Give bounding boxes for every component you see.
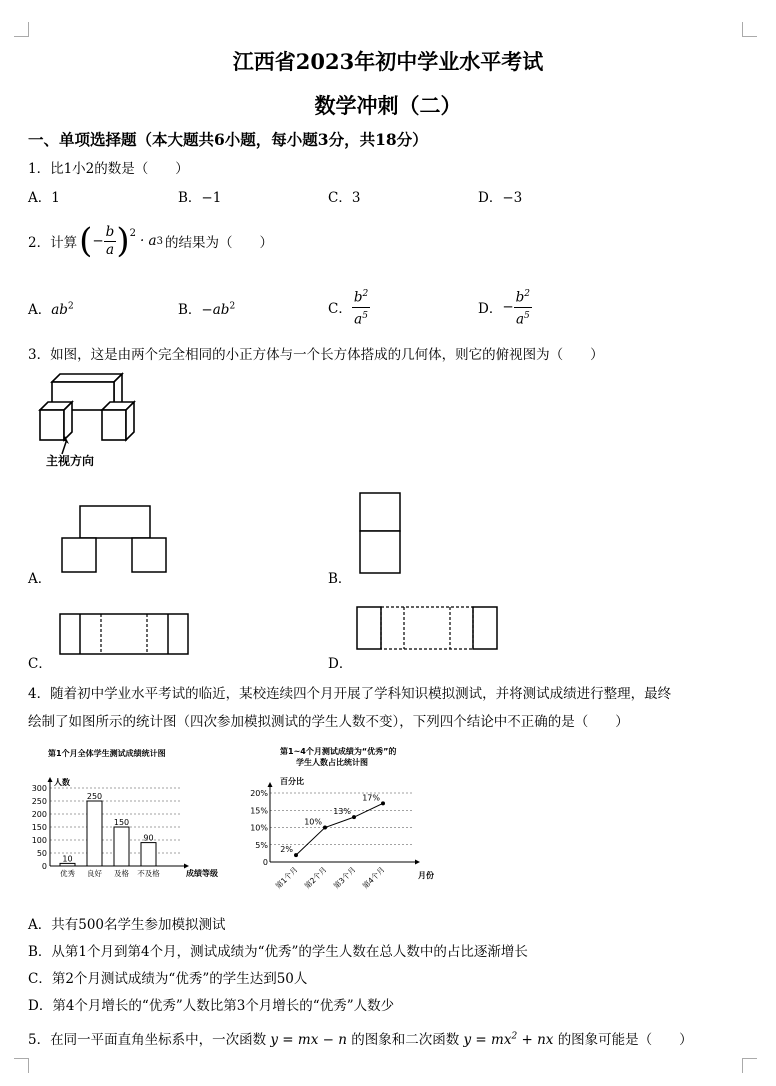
- q2-exponent: 2: [129, 227, 136, 239]
- cuboid-top-face: [52, 374, 122, 382]
- q2-fraction-numerator: b: [105, 223, 115, 240]
- line-category-label: 第1个月: [273, 865, 300, 891]
- q4-option-d: D．第4个月增长的“优秀”人数比第3个月增长的“优秀”人数少: [28, 998, 395, 1014]
- page-title: 江西省2023年初中学业水平考试: [232, 49, 544, 74]
- q3-option-a-label: A．: [28, 571, 52, 587]
- q2-multiplier-exponent: 3: [156, 235, 163, 247]
- q2-option-a-exp: 2: [67, 301, 74, 312]
- bar-chart-ylabel: 人数: [54, 778, 70, 787]
- line-category-label: 第2个月: [302, 865, 329, 891]
- bar-y-tick-label: 250: [31, 797, 47, 806]
- bar-value-label: 90: [143, 833, 154, 843]
- c-num-base: b: [353, 289, 363, 306]
- c-den-exp: 5: [362, 310, 368, 321]
- b-bottom-rect: [360, 531, 400, 573]
- a-left-square: [62, 538, 96, 572]
- q2-stem-suffix: 的结果为（ ）: [164, 235, 273, 251]
- bar-y-tick-label: 0: [41, 862, 47, 871]
- page-subtitle: 数学冲刺（二）: [314, 93, 462, 118]
- corner-mark-top-left: [14, 22, 29, 37]
- d-middle-dashed-rect: [381, 607, 473, 649]
- q5-stem-prefix: 5．在同一平面直角坐标系中，一次函数: [28, 1032, 267, 1048]
- q2-option-c: [328, 286, 370, 328]
- bar-category-label: 优秀: [60, 869, 75, 878]
- bar-value-label: 150: [113, 818, 130, 827]
- bar-chart-xlabel: 成绩等级: [186, 869, 218, 878]
- line-chart-title-line-2: 学生人数占比统计图: [296, 758, 368, 767]
- q2-fraction-denominator: a: [105, 241, 115, 258]
- bar-category-label: 良好: [87, 869, 102, 878]
- corner-mark-bottom-right: [742, 1058, 757, 1073]
- q2-option-d-label: D．: [478, 301, 503, 317]
- q2-fraction: [104, 224, 117, 259]
- q2-option-b-expr: −ab: [201, 302, 230, 318]
- bar-2: [87, 801, 102, 866]
- bar-chart-title: 第1个月全体学生测试成绩统计图: [48, 749, 166, 758]
- q2-expression: [79, 221, 163, 261]
- q3-view-direction-label: 主视方向: [46, 454, 95, 468]
- q2-option-d-fraction: [514, 286, 532, 328]
- q5-quad-exponent: 2: [511, 1031, 518, 1042]
- bar-y-tick-label: 50: [36, 849, 47, 858]
- section-heading: 一、单项选择题（本大题共6小题，每小题3分，共18分）: [28, 130, 428, 149]
- q2-option-c-label: C．: [328, 301, 352, 317]
- q2-option-b: [178, 298, 235, 318]
- d-right-square: [473, 607, 497, 649]
- question-2-stem: [28, 216, 273, 266]
- d-num-exp: 2: [524, 289, 531, 299]
- line-point-label: 2%: [280, 845, 293, 855]
- q3-option-c-figure: [58, 610, 192, 658]
- q3-option-b-label: B．: [328, 571, 352, 587]
- q3-option-d-label: D．: [328, 656, 353, 672]
- d-num-base: b: [515, 289, 525, 306]
- left-cube-front: [40, 410, 64, 440]
- bar-value-label: 10: [62, 854, 73, 864]
- line-y-tick-label: 15%: [250, 806, 268, 816]
- q4-option-c: C．第2个月测试成绩为“优秀”的学生达到50人: [28, 971, 308, 987]
- q1-option-b: B．−1: [178, 190, 222, 206]
- line-point-label: 10%: [304, 817, 322, 827]
- b-top-rect: [360, 493, 400, 531]
- bar-4: [141, 843, 156, 866]
- bar-y-tick-label: 200: [31, 810, 47, 819]
- bar-y-tick-label: 150: [31, 823, 47, 832]
- line-point-label: 17%: [362, 793, 380, 803]
- q1-option-d: D．−3: [478, 190, 523, 206]
- question-4-stem-line-1: 4．随着初中学业水平考试的临近，某校连续四个月开展了学科知识模拟测试，并将测试成绩进行整理，最终: [28, 686, 672, 702]
- corner-mark-bottom-left: [14, 1058, 29, 1073]
- bar-1: [60, 863, 75, 866]
- bar-x-axis-arrow: [184, 864, 189, 869]
- q3-option-d-figure: [355, 603, 501, 653]
- line-point-label: 13%: [333, 807, 351, 817]
- q2-option-c-numerator: [352, 286, 370, 308]
- question-4-stem-line-2: 绘制了如图所示的统计图（四次参加模拟测试的学生人数不变），下列四个结论中不正确的是（ ）: [28, 714, 629, 730]
- q3-option-c-label: C．: [28, 656, 52, 672]
- line-y-tick-label: 10%: [250, 823, 268, 833]
- c-num-exp: 2: [362, 289, 369, 299]
- line-chart: [248, 742, 448, 904]
- q5-quad-part-b: + nx: [517, 1032, 554, 1048]
- q1-option-a: A．1: [28, 190, 60, 206]
- q1-option-c: C．3: [328, 190, 361, 206]
- q2-right-paren: ): [116, 221, 130, 261]
- corner-mark-top-right: [742, 22, 757, 37]
- q5-stem-suffix: 的图象可能是（ ）: [557, 1032, 693, 1048]
- q3-option-b-figure: [358, 491, 404, 575]
- q5-quad-part-a: y = mx: [463, 1032, 512, 1048]
- line-y-tick-label: 20%: [250, 789, 268, 798]
- line-y-tick-label: 5%: [255, 840, 268, 850]
- q2-option-d-numerator: [514, 286, 532, 308]
- q3-option-a-figure: [60, 505, 170, 573]
- q2-option-a-expr: ab: [51, 302, 68, 318]
- right-cube-side: [126, 402, 134, 440]
- question-3-stem: 3．如图，这是由两个完全相同的小正方体与一个长方体搭成的几何体，则它的俯视图为（ ）: [28, 347, 604, 363]
- q2-option-b-exp: 2: [229, 301, 236, 312]
- line-point: [352, 815, 356, 819]
- a-right-square: [132, 538, 166, 572]
- line-chart-ylabel: 百分比: [280, 777, 304, 786]
- q5-stem-middle: 的图象和二次函数: [351, 1032, 460, 1048]
- q2-left-paren: (: [79, 221, 93, 261]
- q2-option-c-denominator: [352, 308, 370, 329]
- question-1-stem: 1．比1小2的数是（ ）: [28, 161, 189, 177]
- line-category-label: 第3个月: [331, 865, 358, 891]
- bar-3: [114, 827, 129, 866]
- line-chart-title-line-1: 第1~4个月测试成绩为“优秀”的: [280, 747, 397, 756]
- c-den-base: a: [354, 311, 363, 327]
- bar-y-tick-label: 100: [31, 836, 47, 845]
- q2-minus-sign: −: [92, 233, 104, 249]
- bar-category-label: 不及格: [137, 869, 160, 878]
- line-x-axis-arrow: [415, 860, 420, 865]
- q4-option-a: A．共有500名学生参加模拟测试: [28, 917, 226, 933]
- bar-y-axis-arrow: [48, 777, 53, 782]
- line-chart-xlabel: 月份: [418, 871, 434, 880]
- q2-multiplier: · a: [139, 233, 157, 249]
- q4-option-b: B．从第1个月到第4个月，测试成绩为“优秀”的学生人数在总人数中的占比逐渐增长: [28, 944, 528, 960]
- bar-value-label: 250: [86, 792, 103, 801]
- bar-y-tick-label: 300: [31, 784, 47, 793]
- q2-option-d-denominator: [514, 308, 532, 329]
- question-5-stem: [28, 1028, 693, 1048]
- line-point: [294, 853, 298, 857]
- bar-chart: [28, 742, 250, 902]
- d-den-exp: 5: [524, 310, 530, 321]
- line-y-tick-label: 0: [262, 858, 268, 867]
- line-y-axis-arrow: [268, 782, 273, 787]
- q2-option-b-label: B．: [178, 302, 202, 318]
- line-point: [381, 801, 385, 805]
- q2-option-a: [28, 298, 74, 318]
- line-category-label: 第4个月: [360, 865, 387, 891]
- q2-stem-prefix: 2．计算: [28, 235, 78, 251]
- d-den-base: a: [515, 311, 524, 327]
- q2-option-c-fraction: [352, 286, 370, 328]
- a-top-rect: [80, 506, 150, 538]
- q2-option-d: [478, 286, 532, 328]
- line-point: [323, 826, 327, 830]
- q2-option-a-label: A．: [28, 302, 52, 318]
- q5-linear-function: y = mx − n: [270, 1032, 347, 1048]
- bar-category-label: 及格: [114, 869, 129, 878]
- q5-quadratic-function: [464, 1032, 554, 1048]
- right-cube-front: [102, 410, 126, 440]
- c-outer-rect: [60, 614, 188, 654]
- left-cube-side: [64, 402, 72, 440]
- q2-option-d-sign: −: [502, 299, 514, 315]
- d-left-square: [357, 607, 381, 649]
